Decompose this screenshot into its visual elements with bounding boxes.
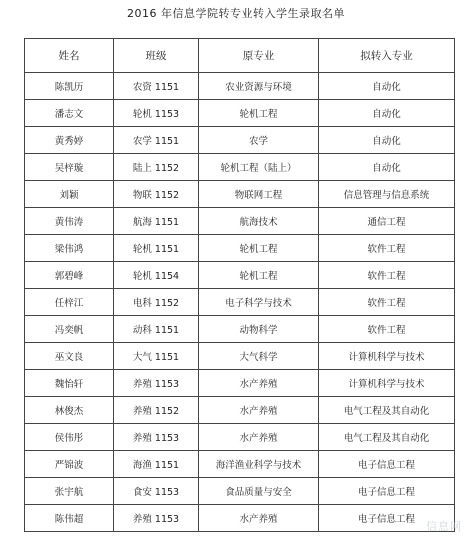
cell-target-major: 电气工程及其自动化 — [319, 424, 455, 451]
document-title: 2016 年信息学院转专业转入学生录取名单 — [127, 7, 345, 20]
header-row — [25, 39, 455, 73]
table-row — [25, 451, 455, 478]
cell-class: 航海 1151 — [114, 208, 199, 235]
cell-original-major: 轮机工程 — [199, 235, 319, 262]
admission-table — [24, 38, 455, 532]
cell-original-major: 轮机工程 — [199, 262, 319, 289]
cell-target-major: 信息管理与信息系统 — [319, 181, 455, 208]
cell-class: 食安 1153 — [114, 478, 199, 505]
cell-target-major: 电子信息工程 — [319, 478, 455, 505]
cell-class: 电科 1152 — [114, 289, 199, 316]
cell-name: 严锦波 — [25, 451, 114, 478]
cell-original-major: 轮机工程 — [199, 100, 319, 127]
cell-name: 黄秀婷 — [25, 127, 114, 154]
cell-class: 养殖 1153 — [114, 424, 199, 451]
header-target-major: 拟转入专业 — [319, 39, 455, 73]
cell-name: 潘志文 — [25, 100, 114, 127]
cell-name: 陈伟超 — [25, 505, 114, 532]
cell-class: 轮机 1154 — [114, 262, 199, 289]
cell-target-major: 自动化 — [319, 73, 455, 100]
cell-name: 陈凯历 — [25, 73, 114, 100]
cell-class: 轮机 1153 — [114, 100, 199, 127]
cell-target-major: 软件工程 — [319, 262, 455, 289]
cell-name: 冯奕帆 — [25, 316, 114, 343]
cell-target-major: 软件工程 — [319, 316, 455, 343]
header-class: 班级 — [114, 39, 199, 73]
cell-name: 魏怡轩 — [25, 370, 114, 397]
cell-original-major: 海洋渔业科学与技术 — [199, 451, 319, 478]
cell-target-major: 自动化 — [319, 100, 455, 127]
cell-target-major: 电气工程及其自动化 — [319, 397, 455, 424]
cell-class: 农资 1151 — [114, 73, 199, 100]
table-row — [25, 100, 455, 127]
cell-target-major: 软件工程 — [319, 235, 455, 262]
cell-target-major: 自动化 — [319, 127, 455, 154]
table-row — [25, 424, 455, 451]
cell-name: 侯伟彤 — [25, 424, 114, 451]
cell-class: 海渔 1151 — [114, 451, 199, 478]
cell-original-major: 水产养殖 — [199, 370, 319, 397]
cell-class: 养殖 1152 — [114, 397, 199, 424]
table-row — [25, 370, 455, 397]
cell-original-major: 动物科学 — [199, 316, 319, 343]
table-row — [25, 289, 455, 316]
cell-original-major: 轮机工程（陆上） — [199, 154, 319, 181]
cell-name: 张宇航 — [25, 478, 114, 505]
cell-target-major: 电子信息工程 — [319, 505, 455, 532]
cell-target-major: 电子信息工程 — [319, 451, 455, 478]
cell-target-major: 自动化 — [319, 154, 455, 181]
cell-original-major: 农业资源与环境 — [199, 73, 319, 100]
cell-name: 吴梓璇 — [25, 154, 114, 181]
table-row — [25, 127, 455, 154]
cell-class: 养殖 1153 — [114, 505, 199, 532]
cell-original-major: 食品质量与安全 — [199, 478, 319, 505]
cell-target-major: 计算机科学与技术 — [319, 343, 455, 370]
cell-target-major: 通信工程 — [319, 208, 455, 235]
cell-original-major: 大气科学 — [199, 343, 319, 370]
cell-original-major: 水产养殖 — [199, 397, 319, 424]
cell-name: 郭碧峰 — [25, 262, 114, 289]
cell-class: 大气 1151 — [114, 343, 199, 370]
table-row — [25, 154, 455, 181]
cell-target-major: 软件工程 — [319, 289, 455, 316]
cell-class: 陆上 1152 — [114, 154, 199, 181]
watermark-text: 信息网 — [426, 520, 462, 533]
table-body — [25, 73, 455, 532]
cell-target-major: 计算机科学与技术 — [319, 370, 455, 397]
cell-name: 巫文良 — [25, 343, 114, 370]
cell-class: 动科 1151 — [114, 316, 199, 343]
table-row — [25, 397, 455, 424]
cell-class: 物联 1152 — [114, 181, 199, 208]
table-row — [25, 316, 455, 343]
cell-class: 农学 1151 — [114, 127, 199, 154]
cell-class: 养殖 1153 — [114, 370, 199, 397]
table-row — [25, 73, 455, 100]
cell-name: 刘颖 — [25, 181, 114, 208]
table-header — [25, 39, 455, 73]
table-row — [25, 262, 455, 289]
cell-name: 梁伟鸿 — [25, 235, 114, 262]
cell-name: 任梓江 — [25, 289, 114, 316]
table-row — [25, 343, 455, 370]
header-original-major: 原专业 — [199, 39, 319, 73]
table-row — [25, 505, 455, 532]
cell-original-major: 水产养殖 — [199, 424, 319, 451]
header-name: 姓名 — [25, 39, 114, 73]
cell-name: 黄伟涛 — [25, 208, 114, 235]
table-row — [25, 235, 455, 262]
cell-name: 林俊杰 — [25, 397, 114, 424]
cell-original-major: 物联网工程 — [199, 181, 319, 208]
table-row — [25, 208, 455, 235]
cell-class: 轮机 1151 — [114, 235, 199, 262]
table-row — [25, 478, 455, 505]
cell-original-major: 电子科学与技术 — [199, 289, 319, 316]
table-row — [25, 181, 455, 208]
cell-original-major: 农学 — [199, 127, 319, 154]
cell-original-major: 水产养殖 — [199, 505, 319, 532]
cell-original-major: 航海技术 — [199, 208, 319, 235]
